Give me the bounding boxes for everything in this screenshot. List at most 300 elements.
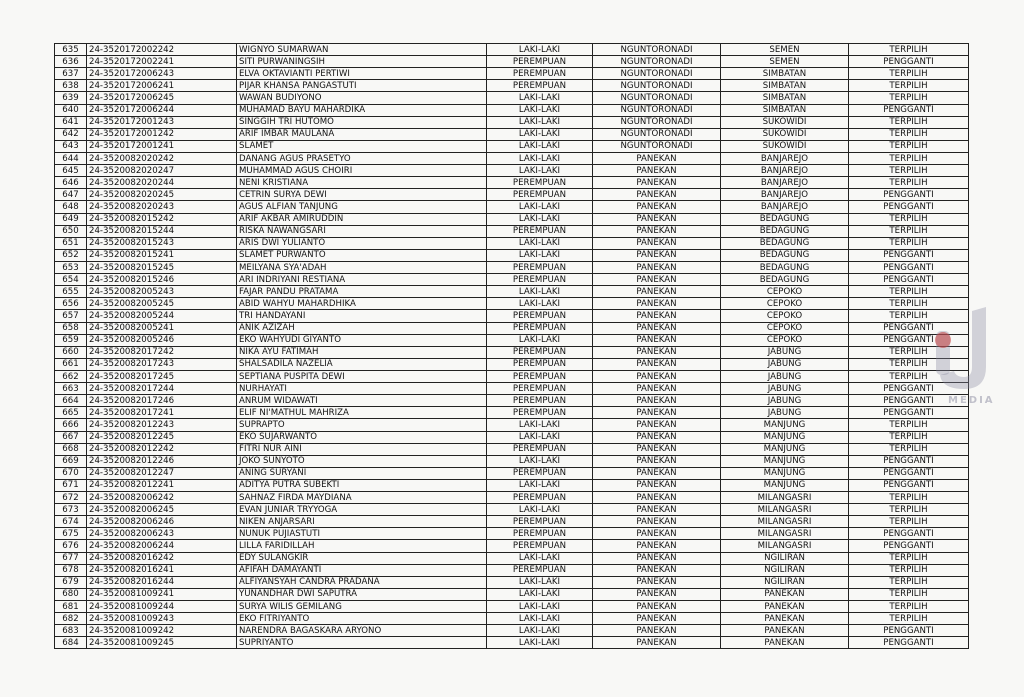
table-row	[55, 68, 969, 80]
name-cell: ADITYA PUTRA SUBEKTI	[237, 479, 487, 491]
row-number: 660	[55, 346, 87, 358]
gender-cell: LAKI-LAKI	[487, 152, 593, 164]
district-cell: PANEKAN	[593, 504, 721, 516]
status-cell: TERPILIH	[849, 516, 969, 528]
status-cell: TERPILIH	[849, 358, 969, 370]
table-row	[55, 431, 969, 443]
name-cell: MEILYANA SYA'ADAH	[237, 261, 487, 273]
gender-cell: LAKI-LAKI	[487, 92, 593, 104]
status-cell: TERPILIH	[849, 564, 969, 576]
name-cell: SEPTIANA PUSPITA DEWI	[237, 370, 487, 382]
table-row	[55, 237, 969, 249]
table-row	[55, 334, 969, 346]
district-cell: PANEKAN	[593, 492, 721, 504]
row-number: 651	[55, 237, 87, 249]
nik-cell: 24-3520172002241	[87, 56, 237, 68]
district-cell: PANEKAN	[593, 431, 721, 443]
table-row	[55, 128, 969, 140]
village-cell: SIMBATAN	[721, 104, 849, 116]
village-cell: BANJAREJO	[721, 152, 849, 164]
status-cell: PENGGANTI	[849, 383, 969, 395]
district-cell: PANEKAN	[593, 443, 721, 455]
table-row	[55, 455, 969, 467]
row-number: 668	[55, 443, 87, 455]
nik-cell: 24-3520082017241	[87, 407, 237, 419]
nik-cell: 24-3520081009243	[87, 613, 237, 625]
district-cell: PANEKAN	[593, 637, 721, 649]
table-row	[55, 467, 969, 479]
table-row	[55, 92, 969, 104]
district-cell: PANEKAN	[593, 516, 721, 528]
village-cell: PANEKAN	[721, 588, 849, 600]
district-cell: PANEKAN	[593, 540, 721, 552]
gender-cell: LAKI-LAKI	[487, 44, 593, 56]
status-cell: TERPILIH	[849, 443, 969, 455]
name-cell: NENI KRISTIANA	[237, 177, 487, 189]
status-cell: TERPILIH	[849, 552, 969, 564]
gender-cell: PEREMPUAN	[487, 225, 593, 237]
nik-cell: 24-3520172001243	[87, 116, 237, 128]
village-cell: BEDAGUNG	[721, 274, 849, 286]
village-cell: PANEKAN	[721, 601, 849, 613]
nik-cell: 24-3520172006245	[87, 92, 237, 104]
gender-cell: PEREMPUAN	[487, 80, 593, 92]
status-cell: TERPILIH	[849, 310, 969, 322]
row-number: 648	[55, 201, 87, 213]
status-cell: PENGGANTI	[849, 407, 969, 419]
name-cell: SLAMET PURWANTO	[237, 249, 487, 261]
table-row	[55, 564, 969, 576]
name-cell: NIKEN ANJARSARI	[237, 516, 487, 528]
gender-cell: PEREMPUAN	[487, 322, 593, 334]
gender-cell: PEREMPUAN	[487, 261, 593, 273]
nik-cell: 24-3520081009242	[87, 625, 237, 637]
table-row	[55, 407, 969, 419]
nik-cell: 24-3520082012246	[87, 455, 237, 467]
name-cell: AGUS ALFIAN TANJUNG	[237, 201, 487, 213]
gender-cell: PEREMPUAN	[487, 56, 593, 68]
village-cell: MILANGASRI	[721, 516, 849, 528]
village-cell: MANJUNG	[721, 479, 849, 491]
table-row	[55, 116, 969, 128]
status-cell: TERPILIH	[849, 165, 969, 177]
table-row	[55, 383, 969, 395]
gender-cell: PEREMPUAN	[487, 443, 593, 455]
district-cell: PANEKAN	[593, 225, 721, 237]
name-cell: SINGGIH TRI HUTOMO	[237, 116, 487, 128]
row-number: 675	[55, 528, 87, 540]
name-cell: YUNANDHAR DWI SAPUTRA	[237, 588, 487, 600]
status-cell: PENGGANTI	[849, 104, 969, 116]
village-cell: JABUNG	[721, 370, 849, 382]
district-cell: PANEKAN	[593, 479, 721, 491]
status-cell: TERPILIH	[849, 225, 969, 237]
status-cell: PENGGANTI	[849, 625, 969, 637]
nik-cell: 24-3520082006243	[87, 528, 237, 540]
name-cell: PIJAR KHANSA PANGASTUTI	[237, 80, 487, 92]
village-cell: CEPOKO	[721, 334, 849, 346]
name-cell: DANANG AGUS PRASETYO	[237, 152, 487, 164]
gender-cell: PEREMPUAN	[487, 528, 593, 540]
village-cell: CEPOKO	[721, 298, 849, 310]
status-cell: TERPILIH	[849, 286, 969, 298]
district-cell: PANEKAN	[593, 346, 721, 358]
village-cell: PANEKAN	[721, 613, 849, 625]
village-cell: JABUNG	[721, 383, 849, 395]
nik-cell: 24-3520082005243	[87, 286, 237, 298]
table-row	[55, 516, 969, 528]
district-cell: NGUNTORONADI	[593, 56, 721, 68]
logo-dot-icon	[935, 332, 951, 348]
village-cell: MILANGASRI	[721, 504, 849, 516]
name-cell: CETRIN SURYA DEWI	[237, 189, 487, 201]
name-cell: ELIF NI'MATHUL MAHRIZA	[237, 407, 487, 419]
row-number: 641	[55, 116, 87, 128]
table-body	[55, 44, 969, 649]
status-cell: TERPILIH	[849, 177, 969, 189]
name-cell: ARIS DWI YULIANTO	[237, 237, 487, 249]
status-cell: TERPILIH	[849, 116, 969, 128]
gender-cell: LAKI-LAKI	[487, 128, 593, 140]
row-number: 658	[55, 322, 87, 334]
status-cell: TERPILIH	[849, 346, 969, 358]
nik-cell: 24-3520082015246	[87, 274, 237, 286]
nik-cell: 24-3520082020247	[87, 165, 237, 177]
name-cell: ARI INDRIYANI RESTIANA	[237, 274, 487, 286]
row-number: 674	[55, 516, 87, 528]
village-cell: JABUNG	[721, 358, 849, 370]
district-cell: PANEKAN	[593, 455, 721, 467]
gender-cell: PEREMPUAN	[487, 358, 593, 370]
gender-cell: PEREMPUAN	[487, 395, 593, 407]
row-number: 637	[55, 68, 87, 80]
table-row	[55, 576, 969, 588]
district-cell: PANEKAN	[593, 189, 721, 201]
name-cell: AFIFAH DAMAYANTI	[237, 564, 487, 576]
table-row	[55, 225, 969, 237]
village-cell: BANJAREJO	[721, 177, 849, 189]
village-cell: SUKOWIDI	[721, 116, 849, 128]
nik-cell: 24-3520082005244	[87, 310, 237, 322]
status-cell: PENGGANTI	[849, 540, 969, 552]
gender-cell: LAKI-LAKI	[487, 237, 593, 249]
status-cell: TERPILIH	[849, 213, 969, 225]
gender-cell: LAKI-LAKI	[487, 455, 593, 467]
status-cell: PENGGANTI	[849, 528, 969, 540]
district-cell: PANEKAN	[593, 613, 721, 625]
village-cell: JABUNG	[721, 407, 849, 419]
table-row	[55, 261, 969, 273]
village-cell: JABUNG	[721, 395, 849, 407]
village-cell: BEDAGUNG	[721, 261, 849, 273]
gender-cell: LAKI-LAKI	[487, 249, 593, 261]
row-number: 644	[55, 152, 87, 164]
nik-cell: 24-3520082017244	[87, 383, 237, 395]
nik-cell: 24-3520082020245	[87, 189, 237, 201]
nik-cell: 24-3520082006244	[87, 540, 237, 552]
village-cell: BANJAREJO	[721, 201, 849, 213]
status-cell: PENGGANTI	[849, 189, 969, 201]
district-cell: NGUNTORONADI	[593, 92, 721, 104]
name-cell: FAJAR PANDU PRATAMA	[237, 286, 487, 298]
table-row	[55, 177, 969, 189]
status-cell: PENGGANTI	[849, 395, 969, 407]
gender-cell: PEREMPUAN	[487, 177, 593, 189]
table-row	[55, 140, 969, 152]
row-number: 640	[55, 104, 87, 116]
village-cell: SIMBATAN	[721, 68, 849, 80]
row-number: 646	[55, 177, 87, 189]
district-cell: PANEKAN	[593, 201, 721, 213]
table-row	[55, 419, 969, 431]
row-number: 661	[55, 358, 87, 370]
district-cell: PANEKAN	[593, 322, 721, 334]
district-cell: PANEKAN	[593, 249, 721, 261]
nik-cell: 24-3520082016244	[87, 576, 237, 588]
status-cell: PENGGANTI	[849, 201, 969, 213]
gender-cell: LAKI-LAKI	[487, 637, 593, 649]
gender-cell: PEREMPUAN	[487, 68, 593, 80]
district-cell: PANEKAN	[593, 588, 721, 600]
status-cell: TERPILIH	[849, 80, 969, 92]
nik-cell: 24-3520082006242	[87, 492, 237, 504]
row-number: 645	[55, 165, 87, 177]
village-cell: NGILIRAN	[721, 564, 849, 576]
row-number: 677	[55, 552, 87, 564]
district-cell: PANEKAN	[593, 334, 721, 346]
name-cell: SHALSADILA NAZELIA	[237, 358, 487, 370]
nik-cell: 24-3520082012241	[87, 479, 237, 491]
district-cell: PANEKAN	[593, 274, 721, 286]
status-cell: PENGGANTI	[849, 479, 969, 491]
nik-cell: 24-3520082015242	[87, 213, 237, 225]
nik-cell: 24-3520172006243	[87, 68, 237, 80]
name-cell: ANRUM WIDAWATI	[237, 395, 487, 407]
table-row	[55, 492, 969, 504]
gender-cell: LAKI-LAKI	[487, 116, 593, 128]
name-cell: NURHAYATI	[237, 383, 487, 395]
name-cell: MUHAMMAD AGUS CHOIRI	[237, 165, 487, 177]
row-number: 639	[55, 92, 87, 104]
row-number: 670	[55, 467, 87, 479]
village-cell: PANEKAN	[721, 637, 849, 649]
row-number: 672	[55, 492, 87, 504]
name-cell: NARENDRA BAGASKARA ARYONO	[237, 625, 487, 637]
table-row	[55, 104, 969, 116]
gender-cell: PEREMPUAN	[487, 189, 593, 201]
name-cell: JOKO SUNYOTO	[237, 455, 487, 467]
village-cell: BEDAGUNG	[721, 225, 849, 237]
name-cell: RISKA NAWANGSARI	[237, 225, 487, 237]
village-cell: JABUNG	[721, 346, 849, 358]
table-row	[55, 601, 969, 613]
district-cell: NGUNTORONADI	[593, 44, 721, 56]
table-row	[55, 201, 969, 213]
gender-cell: PEREMPUAN	[487, 540, 593, 552]
table-row	[55, 358, 969, 370]
watermark-text: MEDIA	[948, 395, 995, 405]
row-number: 684	[55, 637, 87, 649]
village-cell: BANJAREJO	[721, 189, 849, 201]
name-cell: MUHAMAD BAYU MAHARDIKA	[237, 104, 487, 116]
name-cell: LILLA FARIDILLAH	[237, 540, 487, 552]
gender-cell: LAKI-LAKI	[487, 588, 593, 600]
gender-cell: PEREMPUAN	[487, 274, 593, 286]
status-cell: PENGGANTI	[849, 261, 969, 273]
row-number: 635	[55, 44, 87, 56]
district-cell: PANEKAN	[593, 576, 721, 588]
district-cell: PANEKAN	[593, 152, 721, 164]
status-cell: TERPILIH	[849, 613, 969, 625]
district-cell: PANEKAN	[593, 467, 721, 479]
nik-cell: 24-3520172002242	[87, 44, 237, 56]
status-cell: TERPILIH	[849, 431, 969, 443]
village-cell: NGILIRAN	[721, 576, 849, 588]
table-row	[55, 165, 969, 177]
gender-cell: PEREMPUAN	[487, 346, 593, 358]
table-row	[55, 80, 969, 92]
district-cell: PANEKAN	[593, 261, 721, 273]
name-cell: EKO FITRIYANTO	[237, 613, 487, 625]
district-cell: PANEKAN	[593, 237, 721, 249]
village-cell: MANJUNG	[721, 419, 849, 431]
village-cell: MILANGASRI	[721, 540, 849, 552]
district-cell: PANEKAN	[593, 298, 721, 310]
village-cell: BEDAGUNG	[721, 249, 849, 261]
nik-cell: 24-3520172006241	[87, 80, 237, 92]
status-cell: PENGGANTI	[849, 56, 969, 68]
gender-cell: LAKI-LAKI	[487, 334, 593, 346]
district-cell: PANEKAN	[593, 601, 721, 613]
name-cell: SLAMET	[237, 140, 487, 152]
name-cell: ANING SURYANI	[237, 467, 487, 479]
status-cell: PENGGANTI	[849, 249, 969, 261]
nik-cell: 24-3520081009241	[87, 588, 237, 600]
table-row	[55, 588, 969, 600]
nik-cell: 24-3520082005245	[87, 298, 237, 310]
gender-cell: PEREMPUAN	[487, 310, 593, 322]
district-cell: NGUNTORONADI	[593, 104, 721, 116]
district-cell: PANEKAN	[593, 407, 721, 419]
gender-cell: PEREMPUAN	[487, 492, 593, 504]
status-cell: PENGGANTI	[849, 322, 969, 334]
gender-cell: LAKI-LAKI	[487, 201, 593, 213]
table-row	[55, 443, 969, 455]
village-cell: MANJUNG	[721, 467, 849, 479]
row-number: 657	[55, 310, 87, 322]
gender-cell: LAKI-LAKI	[487, 479, 593, 491]
village-cell: BEDAGUNG	[721, 213, 849, 225]
village-cell: SIMBATAN	[721, 80, 849, 92]
status-cell: PENGGANTI	[849, 274, 969, 286]
district-cell: PANEKAN	[593, 310, 721, 322]
district-cell: NGUNTORONADI	[593, 140, 721, 152]
district-cell: PANEKAN	[593, 419, 721, 431]
gender-cell: LAKI-LAKI	[487, 298, 593, 310]
table-row	[55, 44, 969, 56]
status-cell: TERPILIH	[849, 419, 969, 431]
row-number: 671	[55, 479, 87, 491]
row-number: 654	[55, 274, 87, 286]
village-cell: BEDAGUNG	[721, 237, 849, 249]
row-number: 682	[55, 613, 87, 625]
row-number: 636	[55, 56, 87, 68]
nik-cell: 24-3520082015244	[87, 225, 237, 237]
district-cell: PANEKAN	[593, 528, 721, 540]
status-cell: PENGGANTI	[849, 455, 969, 467]
nik-cell: 24-3520082017246	[87, 395, 237, 407]
status-cell: TERPILIH	[849, 92, 969, 104]
row-number: 663	[55, 383, 87, 395]
table-row	[55, 370, 969, 382]
nik-cell: 24-3520082012247	[87, 467, 237, 479]
nik-cell: 24-3520082015245	[87, 261, 237, 273]
village-cell: NGILIRAN	[721, 552, 849, 564]
table-row	[55, 540, 969, 552]
name-cell: SUPRIYANTO	[237, 637, 487, 649]
village-cell: CEPOKO	[721, 310, 849, 322]
nik-cell: 24-3520082012242	[87, 443, 237, 455]
village-cell: MANJUNG	[721, 431, 849, 443]
row-number: 676	[55, 540, 87, 552]
status-cell: PENGGANTI	[849, 637, 969, 649]
name-cell: WAWAN BUDIYONO	[237, 92, 487, 104]
status-cell: TERPILIH	[849, 492, 969, 504]
status-cell: TERPILIH	[849, 152, 969, 164]
row-number: 669	[55, 455, 87, 467]
status-cell: TERPILIH	[849, 370, 969, 382]
row-number: 650	[55, 225, 87, 237]
row-number: 667	[55, 431, 87, 443]
nik-cell: 24-3520172006244	[87, 104, 237, 116]
nik-cell: 24-3520082012243	[87, 419, 237, 431]
row-number: 653	[55, 261, 87, 273]
row-number: 647	[55, 189, 87, 201]
table-row	[55, 613, 969, 625]
nik-cell: 24-3520082020244	[87, 177, 237, 189]
district-cell: NGUNTORONADI	[593, 116, 721, 128]
name-cell: EVAN JUNIAR TRYYOGA	[237, 504, 487, 516]
table-row	[55, 213, 969, 225]
table-row	[55, 625, 969, 637]
village-cell: SEMEN	[721, 56, 849, 68]
district-cell: PANEKAN	[593, 625, 721, 637]
name-cell: WIGNYO SUMARWAN	[237, 44, 487, 56]
table-row	[55, 189, 969, 201]
status-cell: TERPILIH	[849, 298, 969, 310]
village-cell: SUKOWIDI	[721, 128, 849, 140]
table-row	[55, 56, 969, 68]
row-number: 638	[55, 80, 87, 92]
status-cell: TERPILIH	[849, 44, 969, 56]
status-cell: TERPILIH	[849, 68, 969, 80]
district-cell: PANEKAN	[593, 564, 721, 576]
row-number: 679	[55, 576, 87, 588]
row-number: 662	[55, 370, 87, 382]
status-cell: TERPILIH	[849, 576, 969, 588]
district-cell: NGUNTORONADI	[593, 128, 721, 140]
row-number: 665	[55, 407, 87, 419]
village-cell: SEMEN	[721, 44, 849, 56]
table-row	[55, 310, 969, 322]
name-cell: EDY SULANGKIR	[237, 552, 487, 564]
name-cell: NUNUK PUJIASTUTI	[237, 528, 487, 540]
gender-cell: LAKI-LAKI	[487, 104, 593, 116]
nik-cell: 24-3520082006245	[87, 504, 237, 516]
table-row	[55, 528, 969, 540]
gender-cell: PEREMPUAN	[487, 564, 593, 576]
status-cell: TERPILIH	[849, 601, 969, 613]
